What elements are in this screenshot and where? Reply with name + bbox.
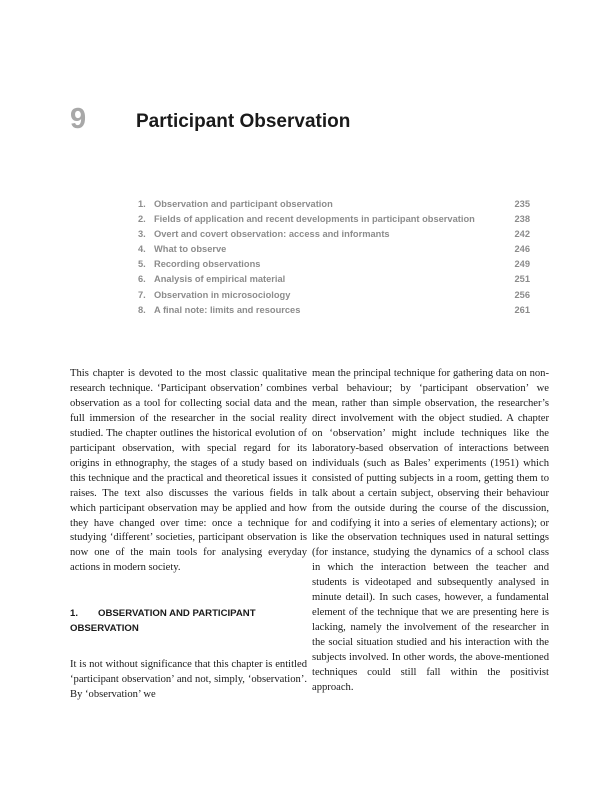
toc-entry-title: Fields of application and recent developments in participant observation xyxy=(154,214,475,225)
toc-entry-title: Analysis of empirical material xyxy=(154,274,286,285)
right-column xyxy=(312,367,549,696)
toc-entry-page: 261 xyxy=(514,304,530,315)
toc-entry-title: What to observe xyxy=(154,244,227,255)
toc-entry-page: 238 xyxy=(514,214,530,225)
toc-entry[interactable] xyxy=(138,197,530,212)
toc-entry-number: 3. xyxy=(138,229,146,240)
toc-entry-page: 235 xyxy=(514,199,530,209)
toc-entry-number: 6. xyxy=(138,274,146,285)
section-paragraph-continued: mean the principal technique for gathering data on non-verbal behaviour; by ‘participant observation’ we mean, rather than simple observation, the researcher’s direct involvement with the object studied. A chapter on ‘observation’ might include techniques like the laboratory-based observation of interactions between individuals (such as Bales’ experiments (1951) which consisted of putting subjects in a room, getting them to talk about a certain subject, observing their behaviour from the outside during the course of the discussion, and codifying it into a series of elementary actions); or like the observation techniques used in natural settings (for instance, studying the dynamics of a school class in which the interaction between the teacher and students is videotaped and subsequently analysed in minute detail). In such cases, however, a fundamental element of the technique that we are presenting here is lacking, namely the involvement of the researcher in the social situation studied and his interaction with the subjects involved. In other words, the above-mentioned techniques could still fall within the positivist approach. xyxy=(312,368,549,694)
section-number: 1. xyxy=(70,608,79,620)
toc-entry[interactable] xyxy=(138,212,530,227)
toc-entry-number: 1. xyxy=(138,199,146,209)
section-heading xyxy=(70,606,307,636)
toc-entry-number: 7. xyxy=(138,289,146,300)
toc-entry[interactable] xyxy=(138,227,530,242)
toc-entry-title: Recording observations xyxy=(154,259,261,270)
toc-entry-title: A final note: limits and resources xyxy=(154,304,301,315)
table-of-contents xyxy=(138,197,530,318)
toc-entry[interactable] xyxy=(138,242,530,257)
chapter-title: Participant Observation xyxy=(136,111,351,132)
toc-entry[interactable] xyxy=(138,272,530,287)
left-column xyxy=(70,367,307,703)
section-title: OBSERVATION AND PARTICIPANT OBSERVATION xyxy=(70,608,256,635)
chapter-number: 9 xyxy=(70,103,87,135)
toc-entry[interactable] xyxy=(138,288,530,303)
toc-entry-number: 2. xyxy=(138,214,146,225)
toc-entry-page: 246 xyxy=(514,244,530,255)
toc-entry-page: 249 xyxy=(514,259,530,270)
toc-entry-page: 242 xyxy=(514,229,530,240)
toc-entry-number: 8. xyxy=(138,304,146,315)
toc-entry-page: 256 xyxy=(514,289,530,300)
toc-entry-title: Observation and participant observation xyxy=(154,199,333,209)
toc-entry-number: 4. xyxy=(138,244,146,255)
toc-entry-title: Observation in microsociology xyxy=(154,289,291,300)
toc-entry-number: 5. xyxy=(138,259,146,270)
toc-entry-page: 251 xyxy=(514,274,530,285)
intro-paragraph: This chapter is devoted to the most classic qualitative research technique. ‘Participant observation’ combines observation as a tool for collecting social data and the full immersion of the researcher in the social reality studied. The chapter outlines the historical evolution of participant observation, with special regard for its origins in ethnography, the stages of a study based on this technique and the practical and theoretical issues it raises. The text also discusses the various fields in which participant observation may be applied and how they have changed over time: once a technique for studying ‘different’ societies, participant observation is now one of the main tools for analysing everyday actions in modern society. xyxy=(70,368,307,574)
section-paragraph: It is not without significance that this chapter is entitled ‘participant observation’ and not, simply, ‘observation’. By ‘observation’ we xyxy=(70,659,307,701)
toc-entry-title: Overt and covert observation: access and informants xyxy=(154,229,390,240)
toc-entry[interactable] xyxy=(138,257,530,272)
toc-entry[interactable] xyxy=(138,303,530,318)
